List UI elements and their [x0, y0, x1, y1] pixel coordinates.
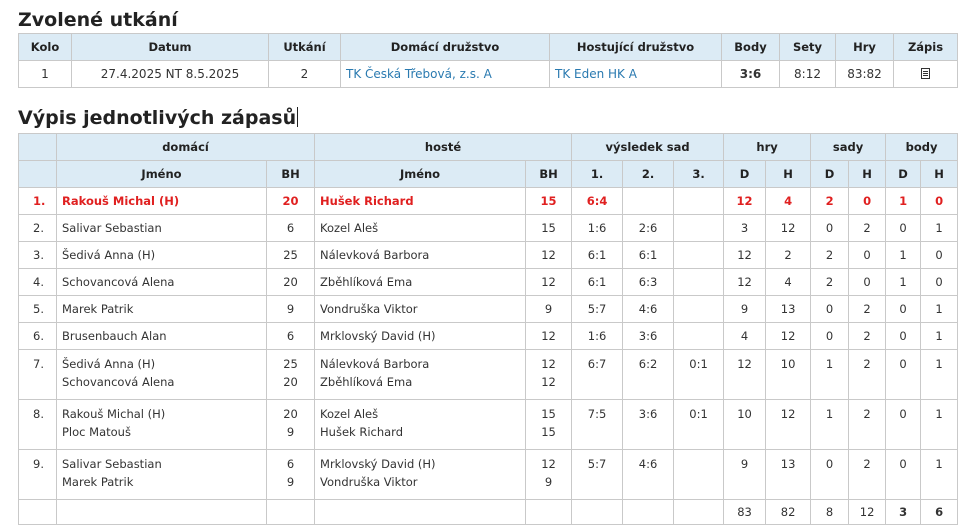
header-body-h: H: [921, 161, 958, 188]
home-player-line-1: Schovancová Alena: [62, 275, 175, 289]
cell-hd: 12: [724, 242, 766, 269]
home-bh-line-1: 20: [283, 407, 298, 421]
group-header-row: [19, 134, 958, 161]
game-number: 5.: [19, 296, 57, 323]
cell-bh: 0: [921, 188, 958, 215]
cell-s1: 6:1: [572, 242, 623, 269]
header-group-body: body: [886, 134, 958, 161]
header-hry-d: D: [724, 161, 766, 188]
away-bh: [526, 215, 572, 242]
cell-hoste: [550, 61, 722, 88]
home-player: [57, 215, 267, 242]
away-player: [315, 350, 526, 400]
cell-hh: 2: [766, 242, 811, 269]
away-player-line-2: Hušek Richard: [320, 425, 404, 439]
away-player-line-1: Mrklovský David (H): [320, 457, 436, 471]
cell-s2: 6:3: [623, 269, 674, 296]
header-sady-d: D: [811, 161, 849, 188]
cell-s3: [674, 188, 724, 215]
text-caret: [297, 107, 298, 127]
header-zapis: Zápis: [894, 34, 958, 61]
cell-bh: 1: [921, 450, 958, 500]
header-datum: Datum: [72, 34, 269, 61]
away-player-line-1: Nálevková Barbora: [320, 357, 430, 371]
away-bh-line-2: 15: [541, 425, 556, 439]
table-header-row: [19, 34, 958, 61]
away-player-line-2: Zběhlíková Ema: [320, 375, 413, 389]
cell-bh: 1: [921, 215, 958, 242]
cell-sh: 2: [849, 350, 886, 400]
game-number: 4.: [19, 269, 57, 296]
cell-hd: 10: [724, 400, 766, 450]
away-player: [315, 450, 526, 500]
home-bh-line-2: 9: [286, 425, 295, 439]
home-player: [57, 450, 267, 500]
cell-bh: 1: [921, 350, 958, 400]
header-group-vysledek: výsledek sad: [572, 134, 724, 161]
home-player-line-2: Schovancová Alena: [62, 375, 175, 389]
cell-bd: 1: [886, 242, 921, 269]
cell-s2: 2:6: [623, 215, 674, 242]
cell-s3: [674, 242, 724, 269]
home-bh-line-1: 6: [286, 457, 295, 471]
cell-sd: 2: [811, 242, 849, 269]
cell-sd: 1: [811, 400, 849, 450]
home-team-link[interactable]: TK Česká Třebová, z.s. A: [346, 67, 492, 81]
cell-s1: 6:1: [572, 269, 623, 296]
cell-sety: 8:12: [780, 61, 836, 88]
header-set-2: 2.: [623, 161, 674, 188]
cell-utkani: 2: [269, 61, 341, 88]
cell-hh: 13: [766, 296, 811, 323]
cell-s1: 6:4: [572, 188, 623, 215]
cell-s3: [674, 215, 724, 242]
total-body-h: 6: [921, 500, 958, 525]
home-bh: [267, 215, 315, 242]
home-bh: [267, 350, 315, 400]
home-player-line-1: Salivar Sebastian: [62, 221, 162, 235]
cell-s2: 3:6: [623, 400, 674, 450]
home-bh-line-1: 6: [286, 329, 295, 343]
cell-s1: 1:6: [572, 323, 623, 350]
section-title-text: Výpis jednotlivých zápasů: [18, 107, 297, 129]
cell-sh: 2: [849, 450, 886, 500]
away-player-line-1: Hušek Richard: [320, 194, 414, 208]
table-row: [19, 323, 958, 350]
total-hry-d: 83: [724, 500, 766, 525]
games-table: [18, 133, 958, 525]
total-sady-d: 8: [811, 500, 849, 525]
game-number: 8.: [19, 400, 57, 450]
table-row: [19, 450, 958, 500]
header-empty: [19, 161, 57, 188]
cell-bh: 1: [921, 323, 958, 350]
header-hoste: Hostující družstvo: [550, 34, 722, 61]
home-player: [57, 323, 267, 350]
home-player-line-2: Ploc Matouš: [62, 425, 131, 439]
cell-s3: [674, 323, 724, 350]
cell-body: 3:6: [722, 61, 780, 88]
away-player: [315, 269, 526, 296]
cell-datum: 27.4.2025 NT 8.5.2025: [72, 61, 269, 88]
away-bh-line-1: 12: [541, 248, 556, 262]
header-body-d: D: [886, 161, 921, 188]
totals-empty: [572, 500, 623, 525]
cell-s1: 1:6: [572, 215, 623, 242]
table-row: [19, 61, 958, 88]
totals-empty: [267, 500, 315, 525]
away-player: [315, 400, 526, 450]
away-player-line-1: Kozel Aleš: [320, 221, 379, 235]
cell-s3: [674, 296, 724, 323]
away-bh: [526, 400, 572, 450]
cell-hh: 4: [766, 188, 811, 215]
cell-hd: 12: [724, 350, 766, 400]
table-row: [19, 188, 958, 215]
cell-s3: [674, 269, 724, 296]
cell-s3: 0:1: [674, 350, 724, 400]
cell-s1: 6:7: [572, 350, 623, 400]
cell-bd: 0: [886, 215, 921, 242]
cell-bh: 1: [921, 296, 958, 323]
cell-bd: 1: [886, 269, 921, 296]
away-bh: [526, 242, 572, 269]
cell-hh: 12: [766, 323, 811, 350]
cell-s2: 4:6: [623, 450, 674, 500]
home-player: [57, 242, 267, 269]
cell-s1: 5:7: [572, 296, 623, 323]
cell-sh: 2: [849, 296, 886, 323]
cell-sd: 0: [811, 450, 849, 500]
cell-hd: 12: [724, 188, 766, 215]
total-body-d: 3: [886, 500, 921, 525]
away-bh: [526, 323, 572, 350]
home-player-line-1: Marek Patrik: [62, 302, 134, 316]
table-row: [19, 296, 958, 323]
away-player-line-1: Zběhlíková Ema: [320, 275, 413, 289]
cell-hh: 4: [766, 269, 811, 296]
away-player-line-1: Vondruška Viktor: [320, 302, 418, 316]
header-hry-h: H: [766, 161, 811, 188]
cell-sh: 0: [849, 242, 886, 269]
game-number: 3.: [19, 242, 57, 269]
table-row: [19, 400, 958, 450]
table-row: [19, 215, 958, 242]
cell-kolo: 1: [19, 61, 72, 88]
home-player: [57, 400, 267, 450]
game-number: 9.: [19, 450, 57, 500]
selected-match-table: [18, 33, 958, 88]
cell-sh: 0: [849, 269, 886, 296]
home-player-line-1: Šedivá Anna (H): [62, 248, 156, 262]
away-bh: [526, 269, 572, 296]
cell-zapis: [894, 61, 958, 88]
section-title-game-list: [18, 107, 298, 129]
header-sady-h: H: [849, 161, 886, 188]
home-player-line-1: Rakouš Michal (H): [62, 407, 166, 421]
header-bh-hoste: BH: [526, 161, 572, 188]
cell-hd: 4: [724, 323, 766, 350]
away-player-line-1: Kozel Aleš: [320, 407, 379, 421]
away-player-line-1: Mrklovský David (H): [320, 329, 436, 343]
header-group-domaci: domácí: [57, 134, 315, 161]
home-bh-line-1: 20: [283, 275, 298, 289]
cell-hh: 10: [766, 350, 811, 400]
cell-bh: 0: [921, 269, 958, 296]
cell-hd: 9: [724, 450, 766, 500]
header-kolo: Kolo: [19, 34, 72, 61]
home-bh: [267, 296, 315, 323]
game-number: 2.: [19, 215, 57, 242]
header-utkani: Utkání: [269, 34, 341, 61]
away-bh-line-1: 9: [544, 302, 553, 316]
home-bh-line-1: 6: [286, 221, 295, 235]
home-bh-line-2: 20: [283, 375, 298, 389]
away-bh-line-1: 15: [540, 194, 557, 208]
home-player-line-1: Salivar Sebastian: [62, 457, 162, 471]
cell-bh: 0: [921, 242, 958, 269]
game-number: 1.: [19, 188, 57, 215]
totals-empty: [623, 500, 674, 525]
cell-s2: 4:6: [623, 296, 674, 323]
home-player-line-1: Brusenbauch Alan: [62, 329, 167, 343]
game-number: 6.: [19, 323, 57, 350]
away-bh-line-1: 12: [541, 457, 556, 471]
away-bh-line-1: 12: [541, 329, 556, 343]
table-row: [19, 269, 958, 296]
away-team-link[interactable]: TK Eden HK A: [555, 67, 637, 81]
header-group-hoste: hosté: [315, 134, 572, 161]
away-bh-line-1: 12: [541, 275, 556, 289]
header-bh-domaci: BH: [267, 161, 315, 188]
cell-sd: 0: [811, 323, 849, 350]
cell-sh: 2: [849, 400, 886, 450]
table-row: [19, 350, 958, 400]
away-player: [315, 323, 526, 350]
away-player: [315, 215, 526, 242]
totals-empty: [674, 500, 724, 525]
cell-sd: 2: [811, 188, 849, 215]
games-body: [19, 188, 958, 500]
cell-sh: 2: [849, 215, 886, 242]
totals-row: [19, 500, 958, 525]
cell-bh: 1: [921, 400, 958, 450]
home-bh-line-1: 20: [282, 194, 299, 208]
header-set-1: 1.: [572, 161, 623, 188]
header-jmeno-domaci: Jméno: [57, 161, 267, 188]
totals-empty: [526, 500, 572, 525]
cell-bd: 0: [886, 450, 921, 500]
home-bh: [267, 269, 315, 296]
cell-hd: 12: [724, 269, 766, 296]
away-bh: [526, 450, 572, 500]
header-empty: [19, 134, 57, 161]
header-group-sady: sady: [811, 134, 886, 161]
away-bh: [526, 350, 572, 400]
cell-s1: 5:7: [572, 450, 623, 500]
home-bh: [267, 450, 315, 500]
cell-hd: 3: [724, 215, 766, 242]
home-bh: [267, 242, 315, 269]
away-bh-line-2: 12: [541, 375, 556, 389]
cell-bd: 1: [886, 188, 921, 215]
cell-bd: 0: [886, 350, 921, 400]
cell-domaci: [341, 61, 550, 88]
home-player: [57, 296, 267, 323]
cell-bd: 0: [886, 323, 921, 350]
header-body: Body: [722, 34, 780, 61]
cell-s2: [623, 188, 674, 215]
home-bh-line-1: 9: [286, 302, 295, 316]
cell-sd: 1: [811, 350, 849, 400]
section-title-selected-match: Zvolené utkání: [18, 9, 178, 31]
away-bh-line-2: 9: [544, 475, 553, 489]
home-player: [57, 350, 267, 400]
away-player: [315, 188, 526, 215]
away-bh: [526, 296, 572, 323]
document-icon[interactable]: [921, 68, 930, 79]
away-player: [315, 296, 526, 323]
game-number: 7.: [19, 350, 57, 400]
totals-empty: [19, 500, 57, 525]
away-player-line-2: Vondruška Viktor: [320, 475, 418, 489]
header-set-3: 3.: [674, 161, 724, 188]
cell-s2: 3:6: [623, 323, 674, 350]
home-player: [57, 269, 267, 296]
cell-sd: 2: [811, 269, 849, 296]
cell-hh: 12: [766, 400, 811, 450]
total-sady-h: 12: [849, 500, 886, 525]
cell-s3: 0:1: [674, 400, 724, 450]
away-bh-line-1: 15: [541, 407, 556, 421]
cell-s2: 6:1: [623, 242, 674, 269]
away-player: [315, 242, 526, 269]
home-bh-line-1: 25: [283, 248, 298, 262]
home-bh: [267, 323, 315, 350]
away-bh-line-1: 12: [541, 357, 556, 371]
home-bh: [267, 400, 315, 450]
away-bh-line-1: 15: [541, 221, 556, 235]
home-player-line-1: Šedivá Anna (H): [62, 357, 156, 371]
cell-bd: 0: [886, 400, 921, 450]
away-bh: [526, 188, 572, 215]
header-hry: Hry: [836, 34, 894, 61]
cell-bd: 0: [886, 296, 921, 323]
cell-sh: 0: [849, 188, 886, 215]
total-hry-h: 82: [766, 500, 811, 525]
header-group-hry: hry: [724, 134, 811, 161]
totals-empty: [315, 500, 526, 525]
cell-hd: 9: [724, 296, 766, 323]
cell-sd: 0: [811, 215, 849, 242]
cell-sd: 0: [811, 296, 849, 323]
totals-empty: [57, 500, 267, 525]
header-domaci: Domácí družstvo: [341, 34, 550, 61]
home-bh-line-1: 25: [283, 357, 298, 371]
cell-hh: 12: [766, 215, 811, 242]
cell-s1: 7:5: [572, 400, 623, 450]
home-player: [57, 188, 267, 215]
home-bh-line-2: 9: [286, 475, 295, 489]
cell-s2: 6:2: [623, 350, 674, 400]
home-player-line-2: Marek Patrik: [62, 475, 134, 489]
cell-s3: [674, 450, 724, 500]
cell-hry: 83:82: [836, 61, 894, 88]
away-player-line-1: Nálevková Barbora: [320, 248, 430, 262]
header-sety: Sety: [780, 34, 836, 61]
cell-sh: 2: [849, 323, 886, 350]
table-row: [19, 242, 958, 269]
home-player-line-1: Rakouš Michal (H): [62, 194, 180, 208]
header-jmeno-hoste: Jméno: [315, 161, 526, 188]
sub-header-row: [19, 161, 958, 188]
cell-hh: 13: [766, 450, 811, 500]
home-bh: [267, 188, 315, 215]
